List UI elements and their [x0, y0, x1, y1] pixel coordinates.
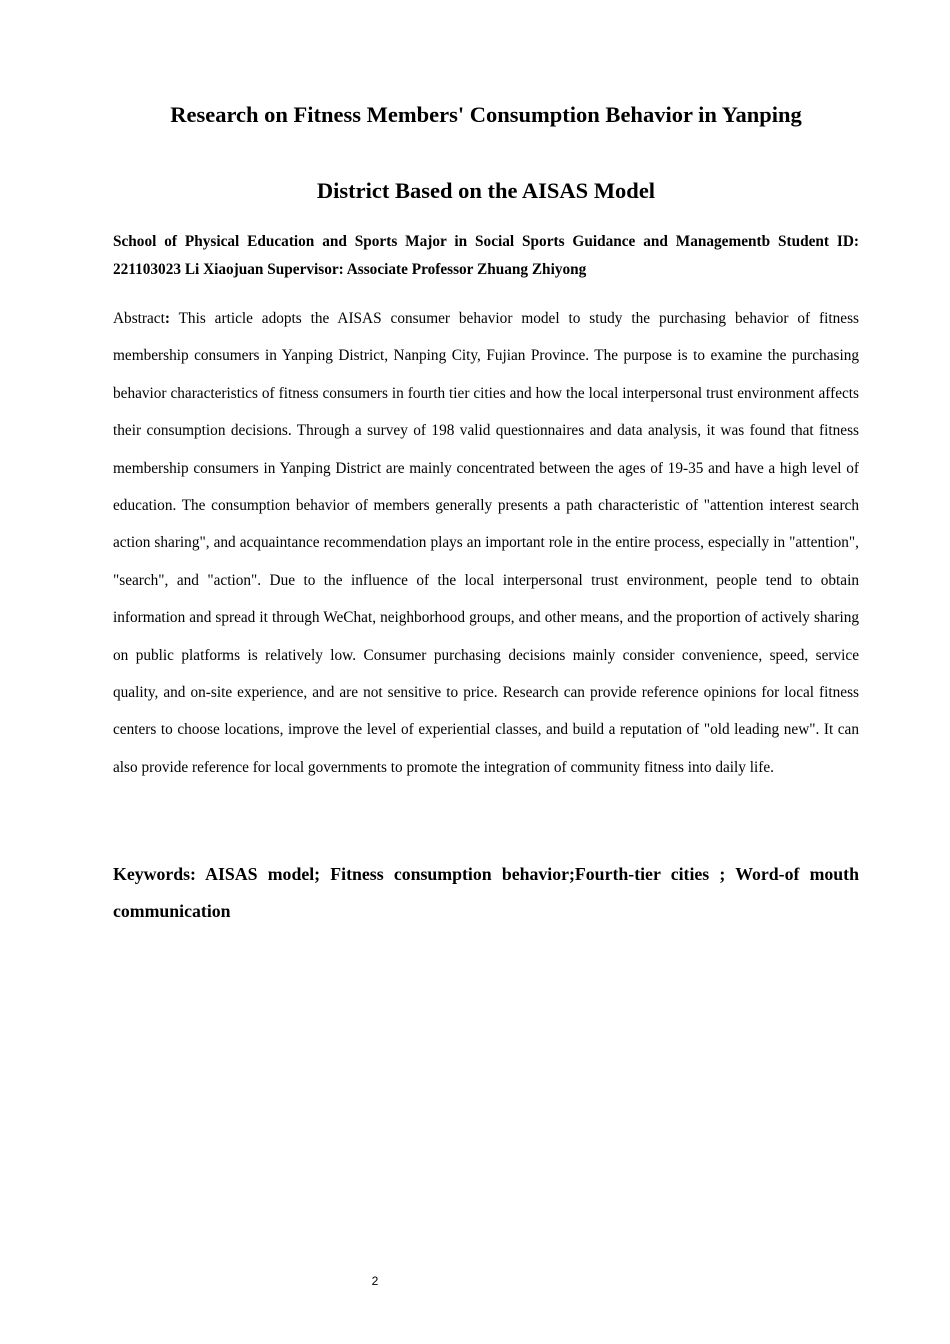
page-number: 2 — [371, 1274, 379, 1288]
title-line-1: Research on Fitness Members' Consumption Behavior in Yanping — [170, 102, 802, 127]
abstract-label: Abstract — [113, 310, 165, 327]
keywords: Keywords: AISAS model; Fitness consumption behavior;Fourth-tier cities ; Word-of mouth communication — [113, 864, 859, 921]
title-line-2: District Based on the AISAS Model — [316, 178, 656, 203]
abstract-text: This article adopts the AISAS consumer behavior model to study the purchasing behavior of fitness membership consumers in Yanping District, Nanping City, Fujian Province. The purpose is to examine the purchasing behavior characteristics of fitness consumers in fourth tier cities and how the local interpersonal trust environment affects their consumption decisions. Through a survey of 198 valid questionnaires and data analysis, it was found that fitness membership consumers in Yanping District are mainly concentrated between the ages of 19-35 and have a high level of education. The consumption behavior of members generally presents a path characteristic of "attention interest search action sharing", and acquaintance recommendation plays an important role in the entire process, especially in "attention", "search", and "action". Due to the influence of the local interpersonal trust environment, people tend to obtain information and spread it through WeChat, neighborhood groups, and other means, and the proportion of actively sharing on public platforms is relatively low. Consumer purchasing decisions mainly consider convenience, speed, service quality, and on-site experience, and are not sensitive to price. Research can provide reference opinions for local fitness centers to choose locations, improve the level of experiential classes, and build a reputation of "old leading new". It can also provide reference for local governments to promote the integration of community fitness into daily life. — [113, 310, 859, 776]
author-affiliation: School of Physical Education and Sports Major in Social Sports Guidance and Managementb Student ID: 221103023 Li Xiaojuan Supervisor: Associate Professor Zhuang Zhiyong — [113, 233, 859, 278]
abstract-colon: : — [164, 310, 170, 327]
abstract-paragraph — [113, 300, 859, 786]
